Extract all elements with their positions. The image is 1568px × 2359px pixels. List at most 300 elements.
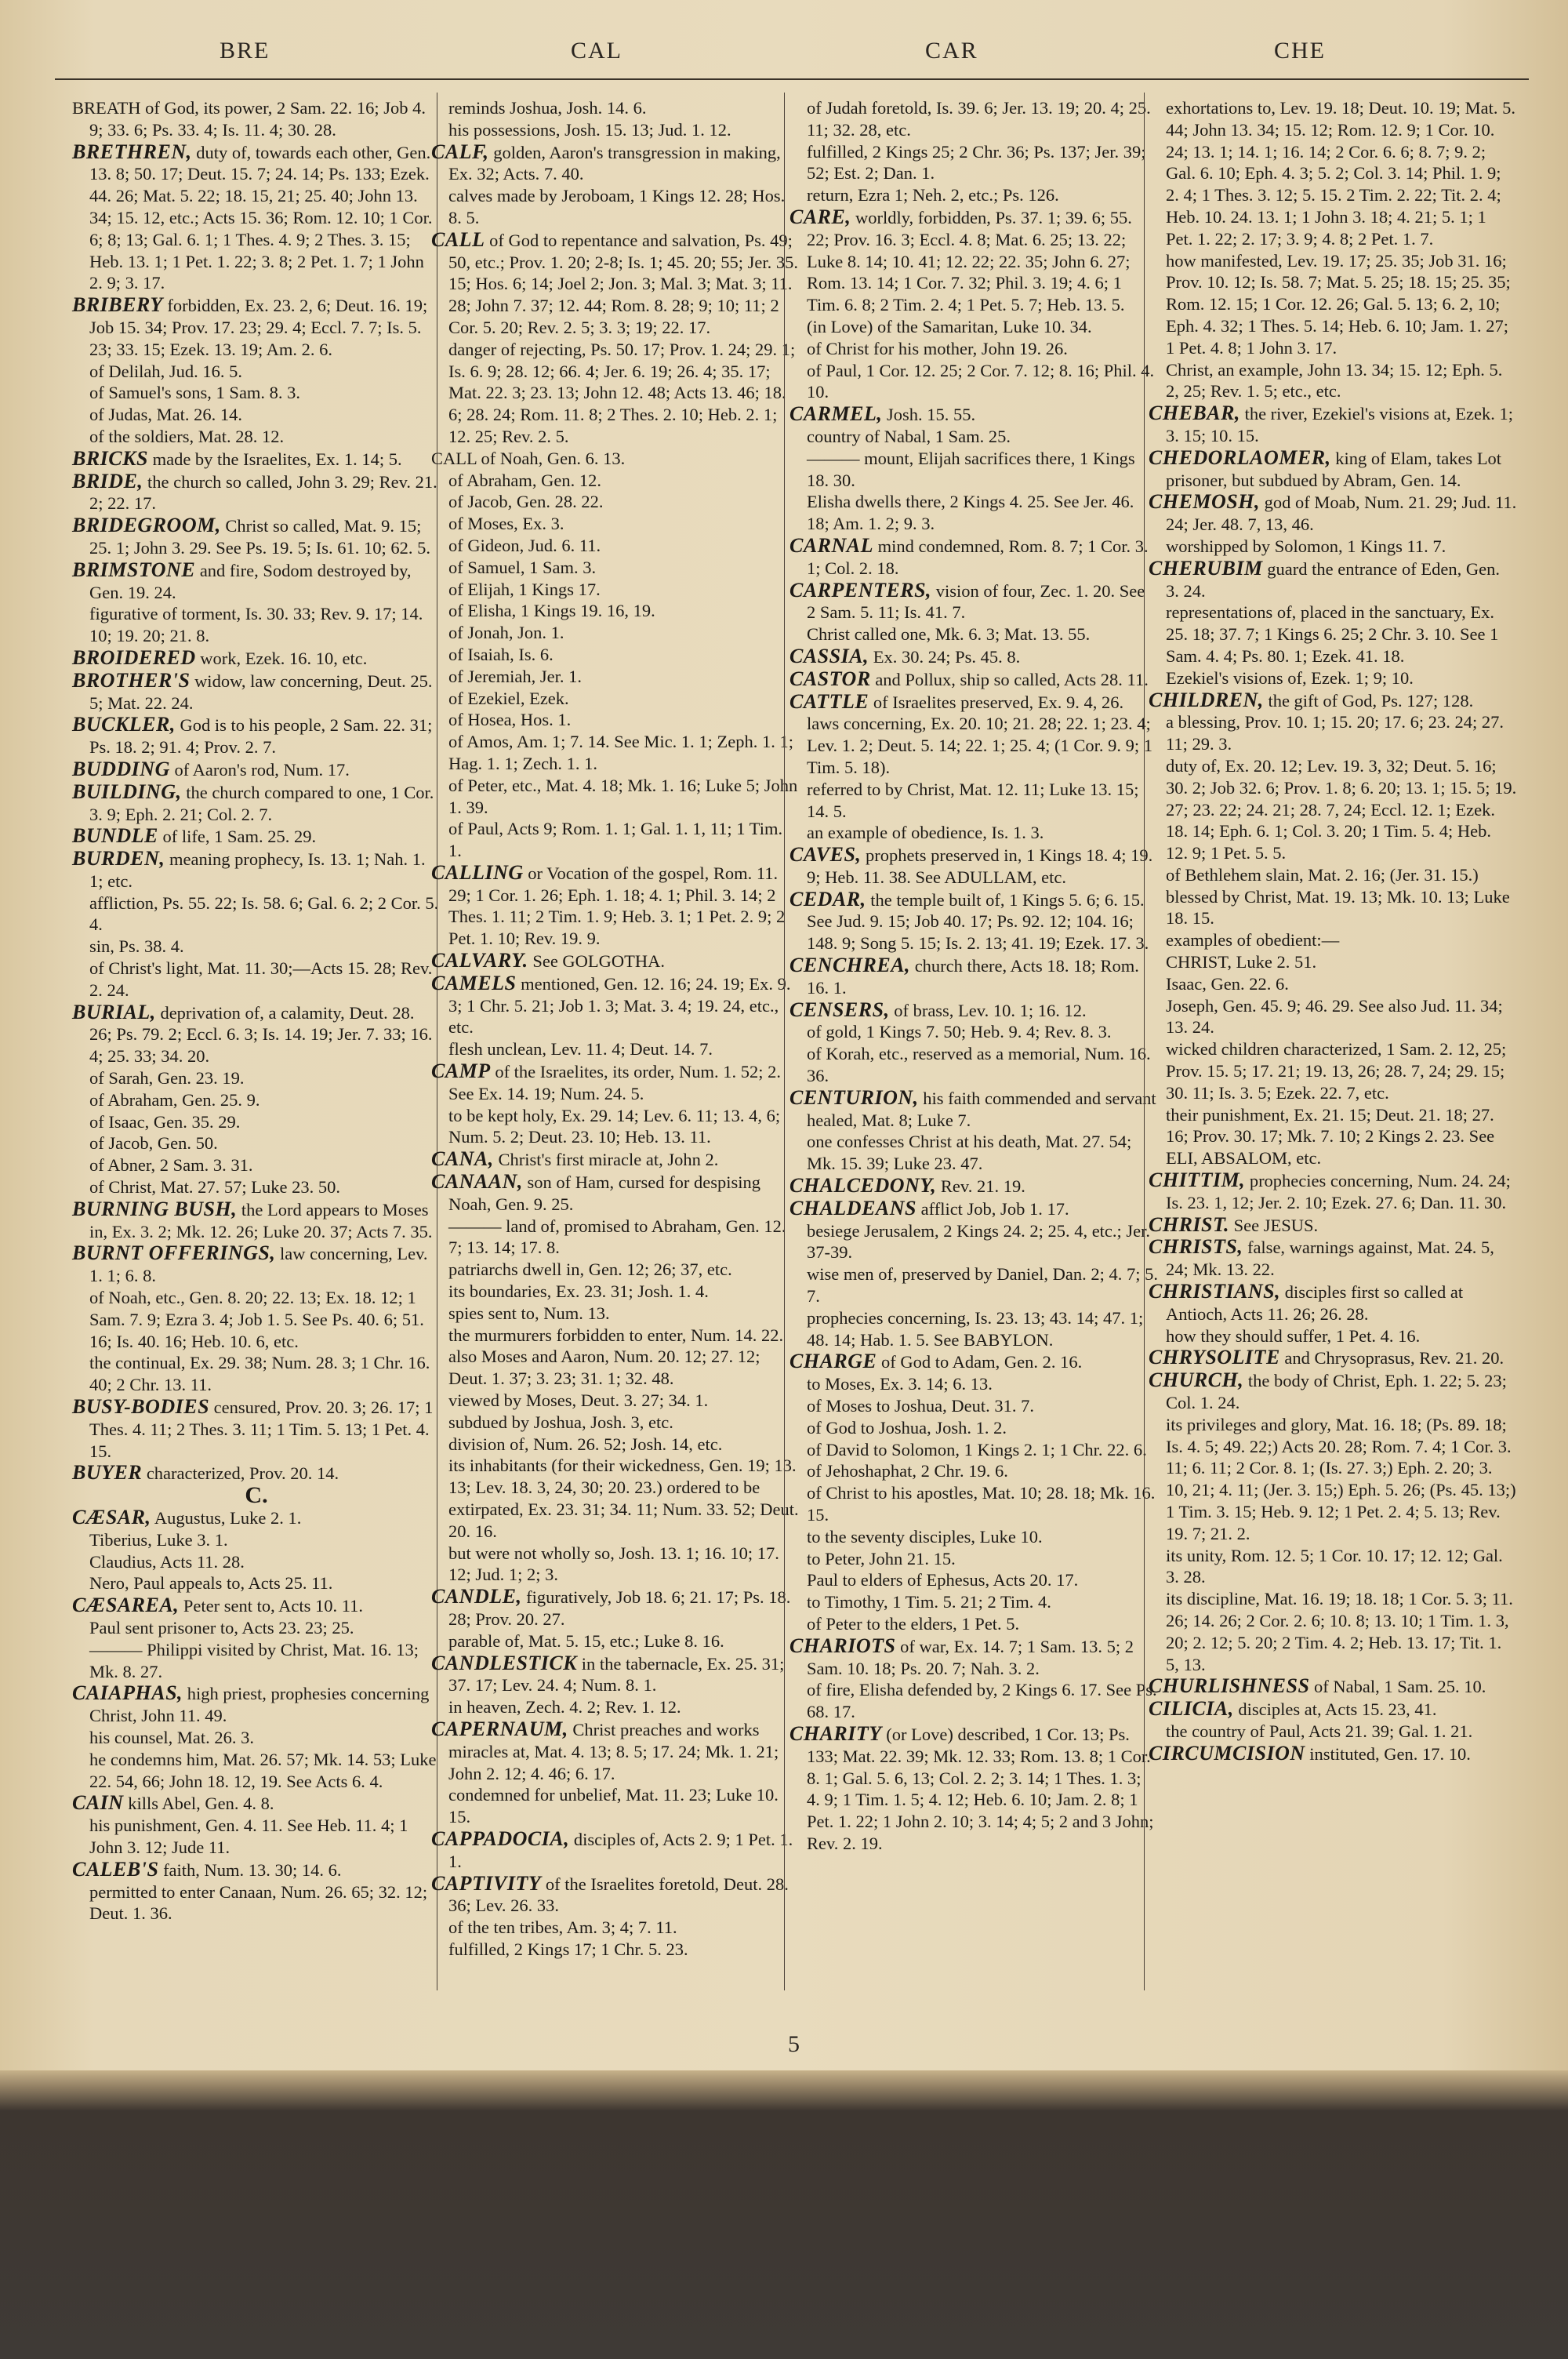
index-entry <box>72 1001 441 1067</box>
entry-text: the church so called, John 3. 29; Rev. 21. 2; 22. 17. <box>89 471 437 514</box>
headword: BRICKS <box>72 446 148 470</box>
sub-entry: examples of obedient:— <box>1166 930 1340 951</box>
index-entry <box>431 950 800 972</box>
headword: CHURCH, <box>1149 1369 1244 1392</box>
index-entry <box>72 471 441 515</box>
index-entry <box>72 825 441 848</box>
sub-entry: of Jehoshaphat, 2 Chr. 19. 6. <box>807 1461 1008 1481</box>
entry-text: kills Abel, Gen. 4. 8. <box>123 1794 274 1814</box>
header-cal: CAL <box>571 38 622 64</box>
entry-text: disciples of, Acts 2. 9; 1 Pet. 1. 1. <box>448 1829 793 1871</box>
entry-text: of God to Adam, Gen. 2. 16. <box>877 1352 1083 1372</box>
sub-entry: of the ten tribes, Am. 3; 4; 7. 11. <box>448 1917 677 1938</box>
sub-entry: of God to Joshua, Josh. 1. 2. <box>807 1417 1007 1438</box>
entry-text: Peter sent to, Acts 10. 11. <box>179 1596 363 1616</box>
index-entry <box>789 889 1158 954</box>
entry-text: prophecies concerning, Num. 24. 24; Is. 23. 1, 12; Jer. 2. 10; Ezek. 27. 6; Dan. 11. 30. <box>1166 1171 1511 1212</box>
index-entry <box>1149 1369 1517 1414</box>
index-entry <box>72 1198 441 1243</box>
sub-entry: fulfilled, 2 Kings 25; 2 Chr. 36; Ps. 137; Jer. 39; 52; Est. 2; Dan. 1. <box>807 141 1146 184</box>
index-entry <box>789 954 1158 999</box>
headword: CHITTIM, <box>1149 1169 1246 1192</box>
index-column-3 <box>789 97 1158 1855</box>
header-car: CAR <box>925 38 978 64</box>
sub-entry: of Delilah, Jud. 16. 5. <box>89 361 242 381</box>
headword: CAMP <box>431 1060 491 1083</box>
sub-entry: of Christ, Mat. 27. 57; Luke 23. 50. <box>89 1177 340 1198</box>
entry-text: law concerning, Lev. 1. 1; 6. 8. <box>89 1244 428 1286</box>
entry-text: and Pollux, ship so called, Acts 28. 11. <box>870 669 1149 689</box>
headword: CHARITY <box>789 1721 882 1745</box>
headword: CHRISTIANS, <box>1149 1280 1281 1303</box>
headword: CHURLISHNESS <box>1149 1674 1310 1698</box>
sub-entry: their punishment, Ex. 21. 15; Deut. 21. 18; 27. 16; Prov. 30. 17; Mk. 7. 10; 2 Kings 2. 23. See ELI, ABSALOM, etc. <box>1166 1104 1495 1169</box>
sub-entry: his punishment, Gen. 4. 11. See Heb. 11. 4; 1 John 3. 12; Jude 11. <box>89 1816 408 1857</box>
index-entry <box>72 1462 441 1485</box>
entry-text: forbidden, Ex. 23. 2, 6; Deut. 16. 19; Job 15. 34; Prov. 17. 23; 29. 4; Eccl. 7. 7; Is. 5. 23; 33. 15; Ezek. 13. 19; Am. 2. 6. <box>89 296 428 359</box>
headword: BROIDERED <box>72 645 196 669</box>
section-letter: C. <box>245 1482 268 1509</box>
headword: CHEMOSH, <box>1149 490 1260 514</box>
sub-entry: his possessions, Josh. 15. 13; Jud. 1. 12. <box>448 119 731 140</box>
sub-entry: of Noah, etc., Gen. 8. 20; 22. 13; Ex. 18. 12; 1 Sam. 7. 9; Ezra 3. 4; Job 1. 5. See Ps. 40. 6; 51. 16; Is. 40. 16; Heb. 10. 6, etc. <box>89 1288 424 1351</box>
headword: CAPTIVITY <box>431 1871 542 1895</box>
entry-text: censured, Prov. 20. 3; 26. 17; 1 Thes. 4. 11; 2 Thes. 3. 11; 1 Tim. 5. 13; 1 Pet. 4. 15. <box>89 1398 434 1461</box>
entry-text: deprivation of, a calamity, Deut. 28. 26; Ps. 79. 2; Eccl. 6. 3; Is. 14. 19; Jer. 7. 33; 16. 4; 25. 33; 34. 20. <box>89 1002 433 1067</box>
sub-entry: of Abraham, Gen. 25. 9. <box>89 1089 260 1110</box>
headword: BUSY-BODIES <box>72 1395 210 1419</box>
entry-text: false, warnings against, Mat. 24. 5, 24; Mk. 13. 22. <box>1166 1238 1494 1280</box>
entry-text: widow, law concerning, Deut. 25. 5; Mat. 22. 24. <box>89 671 433 713</box>
headword: CHILDREN, <box>1149 688 1264 711</box>
entry-text: of war, Ex. 14. 7; 1 Sam. 13. 5; 2 Sam. 10. 18; Ps. 20. 7; Nah. 3. 2. <box>807 1636 1134 1678</box>
entry-text: the temple built of, 1 Kings 5. 6; 6. 15. See Jud. 9. 15; Job 40. 17; Ps. 92. 12; 104. 16; 148. 9; Song 5. 15; Is. 2. 13; 41. 19; Ezek. 17. 3. <box>807 889 1149 954</box>
headword: CENSERS, <box>789 998 890 1021</box>
entry-text: or Vocation of the gospel, Rom. 11. 29; 1 Cor. 1. 26; Eph. 1. 18; 4. 1; Phil. 3. 14; 2 Thes. 1. 11; 2 Tim. 1. 9; Heb. 3. 1; 1 Pet. 2. 9; 2 Pet. 1. 10; Rev. 19. 9. <box>448 863 786 949</box>
sub-entry: an example of obedience, Is. 1. 3. <box>807 823 1044 843</box>
sub-entry: of Peter, etc., Mat. 4. 18; Mk. 1. 16; Luke 5; John 1. 39. <box>448 775 798 817</box>
column-divider <box>784 93 785 1990</box>
headword: BUCKLER, <box>72 713 176 736</box>
sub-entry: its inhabitants (for their wickedness, Gen. 19; 13. 13; Lev. 18. 3, 24, 30; 20. 23.) ordered to be extirpated, Ex. 23. 31; 34. 11; Num. 33. 52; Deut. 20. 16. <box>448 1456 799 1541</box>
index-entry <box>1149 558 1517 602</box>
sub-entry: to Peter, John 21. 15. <box>807 1548 956 1568</box>
index-entry <box>72 670 441 714</box>
index-entry <box>789 1350 1158 1373</box>
entry-text: God is to his people, 2 Sam. 22. 31; Ps. 18. 2; 91. 4; Prov. 2. 7. <box>89 715 433 758</box>
headword: CALF, <box>431 140 489 163</box>
index-entry <box>431 1652 800 1697</box>
sub-entry: Christ, an example, John 13. 34; 15. 12; Eph. 5. 2, 25; Rev. 1. 5; etc., etc. <box>1166 359 1503 402</box>
entry-text: prophets preserved in, 1 Kings 18. 4; 19. 9; Heb. 11. 38. See ADULLAM, etc. <box>807 845 1153 887</box>
sub-entry: CHRIST, Luke 2. 51. <box>1166 952 1317 972</box>
index-entry <box>1149 491 1517 536</box>
headword: CEDAR, <box>789 887 866 911</box>
entry-text: the church compared to one, 1 Cor. 3. 9; Eph. 2. 21; Col. 2. 7. <box>89 782 434 824</box>
sub-entry: wise men of, preserved by Daniel, Dan. 2; 4. 7; 5. 7. <box>807 1264 1159 1307</box>
sub-entry: Paul to elders of Ephesus, Acts 20. 17. <box>807 1570 1079 1590</box>
sub-entry: of Amos, Am. 1; 7. 14. See Mic. 1. 1; Zeph. 1. 1; Hag. 1. 1; Zech. 1. 1. <box>448 732 793 773</box>
headword: CHRISTS, <box>1149 1235 1243 1259</box>
entry-text: his faith commended and servant healed, Mat. 8; Luke 7. <box>807 1088 1156 1130</box>
sub-entry: of Hosea, Hos. 1. <box>448 710 572 730</box>
sub-entry: of Sarah, Gen. 23. 19. <box>89 1068 245 1089</box>
headword: BRIDEGROOM, <box>72 514 221 537</box>
sub-entry: of Moses, Ex. 3. <box>448 514 564 534</box>
headword: BUDDING <box>72 757 170 780</box>
entry-text: of God to repentance and salvation, Ps. 49; 50, etc.; Prov. 1. 20; 2-8; Is. 1; 45. 20; 55; Jer. 35. 15; Hos. 6; 14; Joel 2; Jon. 3; Mal. 3; Mat. 3; 11. 28; John 7. 37; 12. 44; Rom. 8. 28; 9; 10; 11; 2 Cor. 5. 20; Rev. 2. 5; 3. 3; 19; 22. 17. <box>448 230 799 337</box>
sub-entry: of Elijah, 1 Kings 17. <box>448 579 601 599</box>
headword: CENCHREA, <box>789 954 911 977</box>
sub-entry: ——— mount, Elijah sacrifices there, 1 Kings 18. 30. <box>807 448 1135 490</box>
headword: CAPERNAUM, <box>431 1717 568 1740</box>
sub-entry: referred to by Christ, Mat. 12. 11; Luke 13. 15; 14. 5. <box>807 779 1139 821</box>
entry-text: the body of Christ, Eph. 1. 22; 5. 23; Col. 1. 24. <box>1166 1371 1507 1413</box>
sub-entry: reminds Joshua, Josh. 14. 6. <box>448 98 647 118</box>
sub-entry: of Elisha, 1 Kings 19. 16, 19. <box>448 601 655 621</box>
headword: CHALCEDONY, <box>789 1174 937 1198</box>
headword: BRETHREN, <box>72 140 192 163</box>
sub-entry: its discipline, Mat. 16. 19; 18. 18; 1 Cor. 5. 3; 11. 26; 14. 26; 2 Cor. 2. 6; 10. 8; 13. 10; 1 Tim. 1. 3, 20; 2. 12; 5. 20; 2 Tim. 4. 2; Heb. 13. 17; Tit. 1. 5, 13. <box>1166 1589 1513 1674</box>
sub-entry: of Christ for his mother, John 19. 26. <box>807 338 1068 358</box>
sub-entry: division of, Num. 26. 52; Josh. 14, etc. <box>448 1434 723 1454</box>
sub-entry: of Korah, etc., reserved as a memorial, Num. 16. 36. <box>807 1044 1151 1086</box>
headword: CILICIA, <box>1149 1697 1234 1721</box>
index-entry <box>72 294 441 360</box>
index-entry <box>72 1396 441 1462</box>
headword: BUYER <box>72 1461 143 1485</box>
index-entry <box>1149 447 1517 492</box>
index-entry <box>789 1175 1158 1198</box>
index-entry <box>431 141 800 186</box>
sub-entry: of Jacob, Gen. 28. 22. <box>448 492 604 512</box>
sub-entry: of fire, Elisha defended by, 2 Kings 6. 17. See Ps. 68. 17. <box>807 1680 1157 1722</box>
entry-text: work, Ezek. 16. 10, etc. <box>195 648 368 668</box>
index-entry <box>1149 402 1517 447</box>
index-column-4 <box>1149 97 1517 1765</box>
sub-entry: parable of, Mat. 5. 15, etc.; Luke 8. 16. <box>448 1630 724 1651</box>
headword: CAMELS <box>431 971 517 994</box>
entry-text: BREATH of God, its power, 2 Sam. 22. 16; Job 4. 9; 33. 6; Ps. 33. 4; Is. 11. 4; 30. 28. <box>72 98 426 140</box>
entry-text: afflict Job, Job 1. 17. <box>916 1198 1069 1219</box>
sub-entry: how manifested, Lev. 19. 17; 25. 35; Job 31. 16; Prov. 10. 12; Is. 58. 7; Mat. 5. 25; 18. 15; 25. 35; Rom. 12. 15; 1 Cor. 12. 26; Gal. 5. 13; 6. 2, 10; Eph. 4. 32; 1 Thes. 5. 14; Heb. 6. 10; Jam. 1. 27; 1 Pet. 4. 8; 1 John 3. 17. <box>1166 250 1511 358</box>
entry-text: See GOLGOTHA. <box>528 951 666 972</box>
headword: CALL <box>431 227 485 251</box>
index-entry <box>431 972 800 1038</box>
sub-entry: of Isaiah, Is. 6. <box>448 644 554 664</box>
sub-entry: of Judas, Mat. 26. 14. <box>89 405 242 425</box>
headword: CÆSAR, <box>72 1506 151 1528</box>
entry-text: guard the entrance of Eden, Gen. 3. 24. <box>1166 558 1500 601</box>
headword: CHERUBIM <box>1149 556 1263 580</box>
index-entry <box>431 1586 800 1630</box>
sub-entry: also Moses and Aaron, Num. 20. 12; 27. 12; Deut. 1. 37; 3. 23; 31. 1; 32. 48. <box>448 1347 760 1389</box>
entry-text: faith, Num. 13. 30; 14. 6. <box>158 1859 342 1880</box>
sub-entry: ——— land of, promised to Abraham, Gen. 12. 7; 13. 14; 17. 8. <box>448 1216 786 1258</box>
sub-entry: Claudius, Acts 11. 28. <box>89 1551 245 1572</box>
index-entry <box>431 1060 800 1105</box>
index-entry <box>431 1718 800 1784</box>
entry-text: of Nabal, 1 Sam. 25. 10. <box>1309 1677 1486 1697</box>
index-entry <box>72 1594 441 1617</box>
sub-entry: of Gideon, Jud. 6. 11. <box>448 535 601 555</box>
entry-text: characterized, Prov. 20. 14. <box>142 1463 339 1484</box>
entry-text: and Chrysoprasus, Rev. 21. 20. <box>1279 1348 1504 1369</box>
entry-text: instituted, Gen. 17. 10. <box>1305 1743 1471 1764</box>
sub-entry: its privileges and glory, Mat. 16. 18; (Ps. 89. 18; Is. 4. 5; 49. 22;) Acts 20. 28; Rom. 7. 4; 1 Cor. 3. 11; 6. 11; 2 Cor. 8. 1; (Is. 27. 3;) Eph. 2. 20; 3. 10, 21; 4. 11; (Jer. 3. 15;) Eph. 5. 26; (Ps. 45. 13;) 1 Tim. 3. 15; Heb. 9. 12; 1 Pet. 2. 4; 5. 13; Rev. 19. 7; 21. 2. <box>1166 1414 1516 1543</box>
sub-entry: to Moses, Ex. 3. 14; 6. 13. <box>807 1374 993 1394</box>
sub-entry: Ezekiel's visions of, Ezek. 1; 9; 10. <box>1166 667 1414 688</box>
sub-entry: figurative of torment, Is. 30. 33; Rev. 9. 17; 14. 10; 19. 20; 21. 8. <box>89 604 423 646</box>
index-entry <box>72 758 441 781</box>
index-entry <box>1149 1347 1517 1369</box>
sub-entry: wicked children characterized, 1 Sam. 2. 12, 25; Prov. 15. 5; 17. 21; 19. 13, 26; 28. 7, 24; 29. 15; 30. 11; Is. 3. 5; Ezek. 22. 7, etc. <box>1166 1039 1507 1103</box>
headword: BURNT OFFERINGS, <box>72 1241 276 1265</box>
sub-entry: Nero, Paul appeals to, Acts 25. 11. <box>89 1573 333 1594</box>
headword: CHALDEANS <box>789 1196 916 1219</box>
index-entry <box>431 1171 800 1216</box>
index-entry <box>1149 1698 1517 1721</box>
entry-text: of the Israelites foretold, Deut. 28. 36; Lev. 26. 33. <box>448 1874 789 1916</box>
entry-text: worldly, forbidden, Ps. 37. 1; 39. 6; 55. 22; Prov. 16. 3; Eccl. 4. 8; Mat. 6. 25; 13. 22; Luke 8. 14; 10. 41; 12. 22; 22. 35; John 6. 27; Rom. 13. 14; 1 Cor. 7. 32; Phil. 3. 19; 4. 6; 1 Tim. 6. 8; 2 Tim. 2. 4; 1 Pet. 5. 7; Heb. 13. 5. <box>807 207 1132 315</box>
sub-entry: country of Nabal, 1 Sam. 25. <box>807 426 1011 446</box>
sub-entry: of Peter to the elders, 1 Pet. 5. <box>807 1613 1020 1634</box>
index-entry <box>789 691 1158 714</box>
entry-text: of Aaron's rod, Num. 17. <box>169 759 350 780</box>
headword: CANDLESTICK <box>431 1651 578 1674</box>
index-column-1 <box>72 97 441 1925</box>
sub-entry: prophecies concerning, Is. 23. 13; 43. 14; 47. 1; 48. 14; Hab. 1. 5. See BABYLON. <box>807 1307 1144 1350</box>
sub-entry: laws concerning, Ex. 20. 10; 21. 28; 22. 1; 23. 4; Lev. 1. 2; Deut. 5. 14; 22. 1; 25. 4; (1 Cor. 9. 9; 1 Tim. 5. 18). <box>807 714 1153 777</box>
entry-text: of brass, Lev. 10. 1; 16. 12. <box>889 1000 1087 1020</box>
entry-text: disciples at, Acts 15. 23, 41. <box>1233 1699 1437 1720</box>
index-entry <box>72 714 441 758</box>
sub-entry: condemned for unbelief, Mat. 11. 23; Luke 10. 15. <box>448 1785 779 1827</box>
index-entry <box>72 559 441 604</box>
sub-entry: ——— Philippi visited by Christ, Mat. 16. 13; Mk. 8. 27. <box>89 1639 419 1681</box>
headword: BURNING BUSH, <box>72 1197 238 1220</box>
index-entry <box>1149 1281 1517 1325</box>
index-entry <box>72 97 441 141</box>
sub-entry: blessed by Christ, Mat. 19. 13; Mk. 10. 13; Luke 18. 15. <box>1166 886 1510 929</box>
index-entry <box>72 1859 441 1881</box>
entry-text: the river, Ezekiel's visions at, Ezek. 1; 3. 15; 10. 15. <box>1166 404 1513 445</box>
sub-entry: duty of, Ex. 20. 12; Lev. 19. 3, 32; Deut. 5. 16; 30. 2; Job 32. 6; Prov. 1. 8; 6. 20; 13. 1; 15. 5; 19. 27; 23. 22; 24. 21; 28. 7, 24; Eccl. 12. 1; Ezek. 18. 14; Eph. 6. 1; Col. 3. 20; 1 Tim. 5. 4; Heb. 12. 9; 1 Pet. 5. 5. <box>1166 755 1517 863</box>
headword: CANDLE, <box>431 1585 522 1608</box>
headword: CASTOR <box>789 667 871 690</box>
headword: CANA, <box>431 1147 494 1171</box>
entry-text: mentioned, Gen. 12. 16; 24. 19; Ex. 9. 3; 1 Chr. 5. 21; Job 1. 3; Mat. 3. 4; 19. 24, etc., etc. <box>448 973 791 1038</box>
index-entry <box>789 1635 1158 1680</box>
sub-entry: of Isaac, Gen. 35. 29. <box>89 1111 241 1132</box>
sub-entry: of Abraham, Gen. 12. <box>448 470 601 490</box>
sub-entry: besiege Jerusalem, 2 Kings 24. 2; 25. 4, etc.; Jer. 37-39. <box>807 1220 1151 1263</box>
index-entry <box>72 514 441 559</box>
index-entry <box>72 781 441 826</box>
sub-entry: Tiberius, Luke 3. 1. <box>89 1529 228 1550</box>
index-entry <box>789 844 1158 889</box>
sub-entry: flesh unclean, Lev. 11. 4; Deut. 14. 7. <box>448 1039 713 1060</box>
index-entry <box>1149 689 1517 712</box>
entry-text: Augustus, Luke 2. 1. <box>151 1508 302 1528</box>
headword: CENTURION, <box>789 1085 919 1109</box>
sub-entry: to the seventy disciples, Luke 10. <box>807 1526 1043 1547</box>
sub-entry: Elisha dwells there, 2 Kings 4. 25. See Jer. 46. 18; Am. 1. 2; 9. 3. <box>807 492 1134 534</box>
headword: CASSIA, <box>789 644 869 667</box>
index-entry <box>789 999 1158 1022</box>
sub-entry: Paul sent prisoner to, Acts 23. 23; 25. <box>89 1617 354 1637</box>
entry-text: son of Ham, cursed for despising Noah, Gen. 9. 25. <box>448 1172 760 1214</box>
sub-entry: affliction, Ps. 55. 22; Is. 58. 6; Gal. 6. 2; 2 Cor. 5. 4. <box>89 892 439 935</box>
sub-entry: spies sent to, Num. 13. <box>448 1303 610 1323</box>
sub-entry: of Abner, 2 Sam. 3. 31. <box>89 1155 253 1176</box>
index-entry <box>789 1087 1158 1132</box>
sub-entry: (in Love) of the Samaritan, Luke 10. 34. <box>807 316 1092 336</box>
sub-entry: sin, Ps. 38. 4. <box>89 936 184 957</box>
index-entry <box>431 448 800 470</box>
sub-entry: of Samuel, 1 Sam. 3. <box>448 557 597 577</box>
entry-text: high priest, prophesies concerning Christ, John 11. 49. <box>89 1684 430 1726</box>
sub-entry: Joseph, Gen. 45. 9; 46. 29. See also Jud. 11. 34; 13. 24. <box>1166 995 1503 1038</box>
sub-entry: of the soldiers, Mat. 28. 12. <box>89 426 285 446</box>
headword: CIRCUMCISION <box>1149 1741 1305 1765</box>
index-entry <box>431 1148 800 1171</box>
sub-entry: permitted to enter Canaan, Num. 26. 65; 32. 12; Deut. 1. 36. <box>89 1881 428 1924</box>
entry-text: vision of four, Zec. 1. 20. See 2 Sam. 5. 11; Is. 41. 7. <box>807 580 1145 623</box>
entry-text: Christ preaches and works miracles at, Mat. 4. 13; 8. 5; 17. 24; Mk. 1. 21; John 2. 12; 4. 46; 6. 17. <box>448 1719 779 1783</box>
index-entry <box>789 535 1158 580</box>
page-bottom-shadow <box>0 2070 1568 2359</box>
header-bre: BRE <box>220 38 270 64</box>
sub-entry: he condemns him, Mat. 26. 57; Mk. 14. 53; Luke 22. 54, 66; John 18. 12, 19. See Acts 6. 4. <box>89 1749 437 1791</box>
entry-text: See JESUS. <box>1229 1215 1319 1235</box>
entry-text: (or Love) described, 1 Cor. 13; Ps. 133; Mat. 22. 39; Mk. 12. 33; Rom. 13. 8; 1 Cor. 8. 1; Gal. 5. 6, 13; Col. 2. 2; 3. 14; 1 Thes. 1. 3; 4. 9; 1 Tim. 1. 5; 4. 12; Heb. 6. 10; Jam. 2. 8; 1 Pet. 1. 22; 1 John 2. 10; 3. 14; 4; 5; 2 and 3 John; Rev. 2. 19. <box>807 1724 1154 1853</box>
sub-entry: of David to Solomon, 1 Kings 2. 1; 1 Chr. 22. 6. <box>807 1439 1147 1459</box>
sub-entry: of Ezekiel, Ezek. <box>448 688 569 708</box>
headword: BUNDLE <box>72 824 158 848</box>
entry-text: of life, 1 Sam. 25. 29. <box>158 827 317 847</box>
headword: CHEBAR, <box>1149 402 1240 425</box>
entry-text: made by the Israelites, Ex. 1. 14; 5. <box>147 449 402 469</box>
index-entry <box>1149 1169 1517 1214</box>
sub-entry: exhortations to, Lev. 19. 18; Deut. 10. 19; Mat. 5. 44; John 13. 34; 15. 12; Rom. 12. 9; 1 Cor. 10. 24; 13. 1; 14. 1; 16. 14; 2 Cor. 6. 6; 8. 7; 9. 2; Gal. 6. 10; Eph. 4. 3; 5. 2; Col. 3. 14; Phil. 1. 9; 2. 4; 1 Thes. 3. 12; 5. 15. 2 Tim. 2. 22; Tit. 2. 4; Heb. 10. 24. 13. 1; 1 John 3. 18; 4. 21; 5. 1; 1 Pet. 1. 22; 2. 17; 3. 9; 4. 8; 2 Pet. 1. 7. <box>1166 98 1515 249</box>
entry-text: Josh. 15. 55. <box>882 405 976 425</box>
headword: CÆSAREA, <box>72 1594 180 1617</box>
sub-entry: of Paul, 1 Cor. 12. 25; 2 Cor. 7. 12; 8. 16; Phil. 4. 10. <box>807 360 1155 402</box>
index-entry <box>1149 1214 1517 1237</box>
headword: CALVARY. <box>431 949 528 972</box>
headword: CATTLE <box>789 689 869 713</box>
sub-entry: of Moses to Joshua, Deut. 31. 7. <box>807 1396 1034 1416</box>
sub-entry: in heaven, Zech. 4. 2; Rev. 1. 12. <box>448 1697 681 1717</box>
sub-entry: a blessing, Prov. 10. 1; 15. 20; 17. 6; 23. 24; 27. 11; 29. 3. <box>1166 712 1504 754</box>
index-entry <box>789 645 1158 668</box>
index-entry <box>72 647 441 670</box>
sub-entry: patriarchs dwell in, Gen. 12; 26; 37, etc. <box>448 1259 732 1280</box>
sub-entry: representations of, placed in the sanctuary, Ex. 25. 18; 37. 7; 1 Kings 6. 25; 2 Chr. 3. 10. See 1 Sam. 4. 4; Ps. 80. 1; Ezek. 41. 18. <box>1166 602 1499 666</box>
entry-text: figuratively, Job 18. 6; 21. 17; Ps. 18. 28; Prov. 20. 27. <box>448 1587 791 1629</box>
entry-text: church there, Acts 18. 18; Rom. 16. 1. <box>807 956 1139 998</box>
sub-entry: to Timothy, 1 Tim. 5. 21; 2 Tim. 4. <box>807 1592 1051 1612</box>
entry-text: CALL of Noah, Gen. 6. 13. <box>431 448 626 468</box>
sub-entry: calves made by Jeroboam, 1 Kings 12. 28; Hos. 8. 5. <box>448 186 786 227</box>
entry-text: Christ so called, Mat. 9. 15; 25. 1; John 3. 29. See Ps. 19. 5; Is. 61. 10; 62. 5. <box>89 516 431 558</box>
entry-text: duty of, towards each other, Gen. 13. 8; 50. 17; Deut. 15. 7; 24. 14; Ps. 133; Ezek. 44. 26; Mat. 5. 22; 18. 15, 21; 25. 40; John 13. 34; 15. 12, etc.; Acts 15. 36; Rom. 12. 10; 1 Cor. 6; 8; 13; Gal. 6. 1; 1 Thes. 4. 9; 2 Thes. 3. 15; Heb. 13. 1; 1 Pet. 1. 22; 3. 8; 2 Pet. 1. 7; 1 John 2. 9; 3. 17. <box>89 142 433 293</box>
sub-entry: of Judah foretold, Is. 39. 6; Jer. 13. 19; 20. 4; 25. 11; 32. 28, etc. <box>807 98 1151 140</box>
header-rule <box>55 78 1529 80</box>
headword: CAIN <box>72 1791 124 1815</box>
headword: BURDEN, <box>72 847 165 871</box>
headword: CHRIST. <box>1149 1212 1229 1236</box>
index-entry <box>789 668 1158 691</box>
index-entry <box>72 848 441 892</box>
index-entry <box>431 1828 800 1873</box>
column-divider <box>1144 93 1145 1990</box>
sub-entry: the country of Paul, Acts 21. 39; Gal. 1. 21. <box>1166 1721 1473 1741</box>
index-entry <box>72 1792 441 1815</box>
index-entry <box>1149 1743 1517 1765</box>
sub-entry: its unity, Rom. 12. 5; 1 Cor. 10. 17; 12. 12; Gal. 3. 28. <box>1166 1545 1503 1587</box>
entry-text: in the tabernacle, Ex. 25. 31; 37. 17; Lev. 24. 4; Num. 8. 1. <box>448 1653 785 1696</box>
sub-entry: the murmurers forbidden to enter, Num. 14. 22. <box>448 1325 784 1345</box>
entry-text: god of Moab, Num. 21. 29; Jud. 11. 24; Jer. 48. 7, 13, 46. <box>1166 493 1517 535</box>
headword: BUILDING, <box>72 780 182 803</box>
index-entry <box>431 229 800 339</box>
running-headers <box>0 38 1568 77</box>
headword: CHARGE <box>789 1350 877 1373</box>
sub-entry: of Christ's light, Mat. 11. 30;—Acts 15. 28; Rev. 2. 24. <box>89 958 433 1000</box>
index-entry <box>1149 1236 1517 1281</box>
index-entry <box>789 206 1158 316</box>
sub-entry: subdued by Joshua, Josh. 3, etc. <box>448 1412 673 1432</box>
headword: CANAAN, <box>431 1170 523 1194</box>
sub-entry: one confesses Christ at his death, Mat. 27. 54; Mk. 15. 39; Luke 23. 47. <box>807 1132 1132 1174</box>
headword: BRIBERY <box>72 293 163 317</box>
sub-entry: Isaac, Gen. 22. 6. <box>1166 973 1289 994</box>
index-entry <box>72 1242 441 1287</box>
headword: BROTHER'S <box>72 668 191 692</box>
header-che: CHE <box>1274 38 1326 64</box>
entry-text: the Lord appears to Moses in, Ex. 3. 2; Mk. 12. 26; Luke 20. 37; Acts 7. 35. <box>89 1199 433 1241</box>
headword: CALEB'S <box>72 1857 159 1881</box>
entry-text: disciples first so called at Antioch, Acts 11. 26; 26. 28. <box>1166 1282 1464 1324</box>
headword: CHRYSOLITE <box>1149 1346 1280 1369</box>
index-entry <box>72 1682 441 1727</box>
page-number: 5 <box>788 2031 800 2057</box>
entry-text: Ex. 30. 24; Ps. 45. 8. <box>869 646 1021 667</box>
index-entry <box>72 141 441 295</box>
index-entry <box>431 1873 800 1917</box>
sub-entry: of Christ to his apostles, Mat. 10; 28. 18; Mk. 16. 15. <box>807 1483 1156 1525</box>
sub-entry: of Samuel's sons, 1 Sam. 8. 3. <box>89 383 301 403</box>
sub-entry: of Paul, Acts 9; Rom. 1. 1; Gal. 1. 1, 11; 1 Tim. 1. <box>448 819 783 861</box>
headword: BRIDE, <box>72 469 143 493</box>
headword: CARNAL <box>789 533 874 557</box>
headword: CARMEL, <box>789 402 883 426</box>
index-entry <box>789 1723 1158 1855</box>
entry-text: meaning prophecy, Is. 13. 1; Nah. 1. 1; etc. <box>89 849 426 891</box>
index-entry <box>789 1198 1158 1220</box>
sub-entry: of gold, 1 Kings 7. 50; Heb. 9. 4; Rev. 8. 3. <box>807 1022 1112 1042</box>
index-column-2 <box>431 97 800 1961</box>
sub-entry: his counsel, Mat. 26. 3. <box>89 1727 254 1747</box>
entry-text: king of Elam, takes Lot prisoner, but subdued by Abram, Gen. 14. <box>1166 448 1502 490</box>
entry-text: and fire, Sodom destroyed by, Gen. 19. 24. <box>89 560 412 602</box>
sub-entry: worshipped by Solomon, 1 Kings 11. 7. <box>1166 536 1446 556</box>
entry-text: golden, Aaron's transgression in making, Ex. 32; Acts. 7. 40. <box>448 142 781 184</box>
headword: CAIAPHAS, <box>72 1681 183 1705</box>
sub-entry: of Jonah, Jon. 1. <box>448 623 564 643</box>
